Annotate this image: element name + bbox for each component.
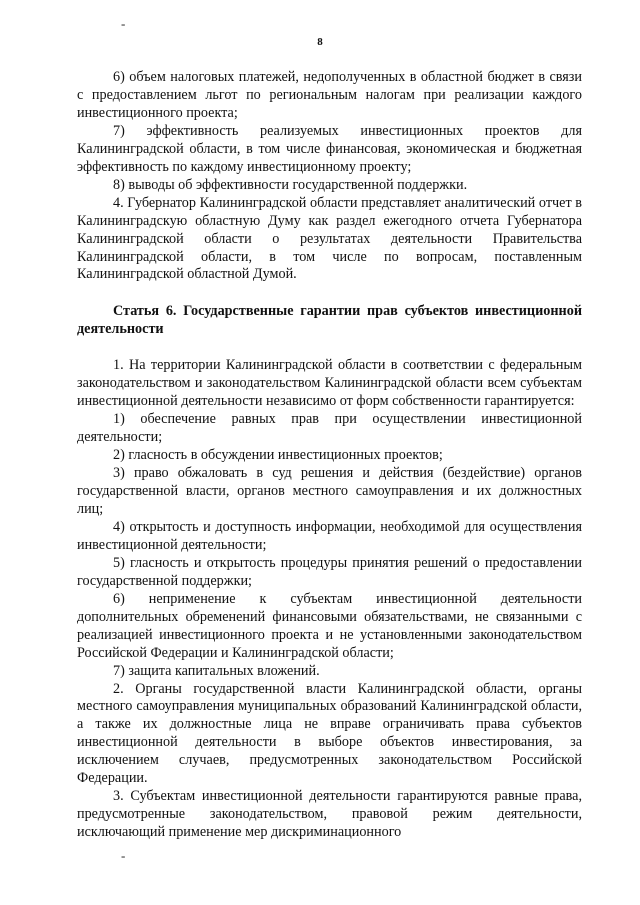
- paragraph-item-6: 6) объем налоговых платежей, недополученных в областной бюджет в связи с предоставлением льгот по региональным налогам при реализации каждого инвестиционного проекта;: [77, 69, 582, 121]
- paragraph-clause-3: 3. Субъектам инвестиционной деятельности гарантируются равные права, предусмотренные законодательством, правовой режим деятельности, исключающий применение мер дискриминационного: [77, 788, 582, 841]
- paragraph-item-7: 7) эффективность реализуемых инвестиционных проектов для Калининградской области, в том числе финансовая, экономическая и бюджетная эффективность по каждому инвестиционному проекту;: [77, 122, 582, 175]
- paragraph-subitem-7: 7) защита капитальных вложений.: [113, 662, 320, 679]
- paragraph-subitem-6: 6) неприменение к субъектам инвестиционной деятельности дополнительных обременений финансовыми обязательствами, не связанными с реализацией инвестиционного проекта и не установленными законодательством Российской Федерации и Калининградской области;: [77, 590, 582, 661]
- page-number: 8: [317, 36, 323, 48]
- document-body: [77, 69, 582, 842]
- paragraph-clause-2: 2. Органы государственной власти Калининградской области, органы местного самоуправления муниципальных образований Калининградской области, а также их должностные лица не вправе ограничивать права субъектов инвестиционной деятельности в выборе объектов инвестирования, за исключением случаев, предусмотренных законодательством Российской Федерации.: [77, 680, 582, 787]
- paragraph-clause-1: 1. На территории Калининградской области в соответствии с федеральным законодательством и законодательством Калининградской области всем субъектам инвестиционной деятельности независимо от форм собственности гарантируется:: [77, 357, 582, 410]
- paragraph-clause-4: 4. Губернатор Калининградской области представляет аналитический отчет в Калининградскую областную Думу как раздел ежегодного отчета Губернатора Калининградской области о результатах деятельности Правительства Калининградской области, в том числе по вопросам, поставленным Калининградской областной Думой.: [77, 194, 582, 283]
- scan-mark-bottom: -: [121, 848, 126, 863]
- paragraph-subitem-3: 3) право обжаловать в суд решения и действия (бездействие) органов государственной власти, органов местного самоуправления и их должностных лиц;: [77, 465, 582, 517]
- scan-mark-top: -: [121, 16, 126, 31]
- paragraph-subitem-1: 1) обеспечение равных прав при осуществлении инвестиционной деятельности;: [77, 411, 582, 446]
- paragraph-item-8: 8) выводы об эффективности государственной поддержки.: [113, 176, 468, 193]
- paragraph-subitem-5: 5) гласность и открытость процедуры принятия решений о предоставлении государственной поддержки;: [77, 554, 582, 589]
- article-heading: Статья 6. Государственные гарантии прав субъектов инвестиционной деятельности: [77, 303, 582, 338]
- paragraph-subitem-2: 2) гласность в обсуждении инвестиционных проектов;: [113, 447, 443, 464]
- paragraph-subitem-4: 4) открытость и доступность информации, необходимой для осуществления инвестиционной деятельности;: [77, 518, 582, 553]
